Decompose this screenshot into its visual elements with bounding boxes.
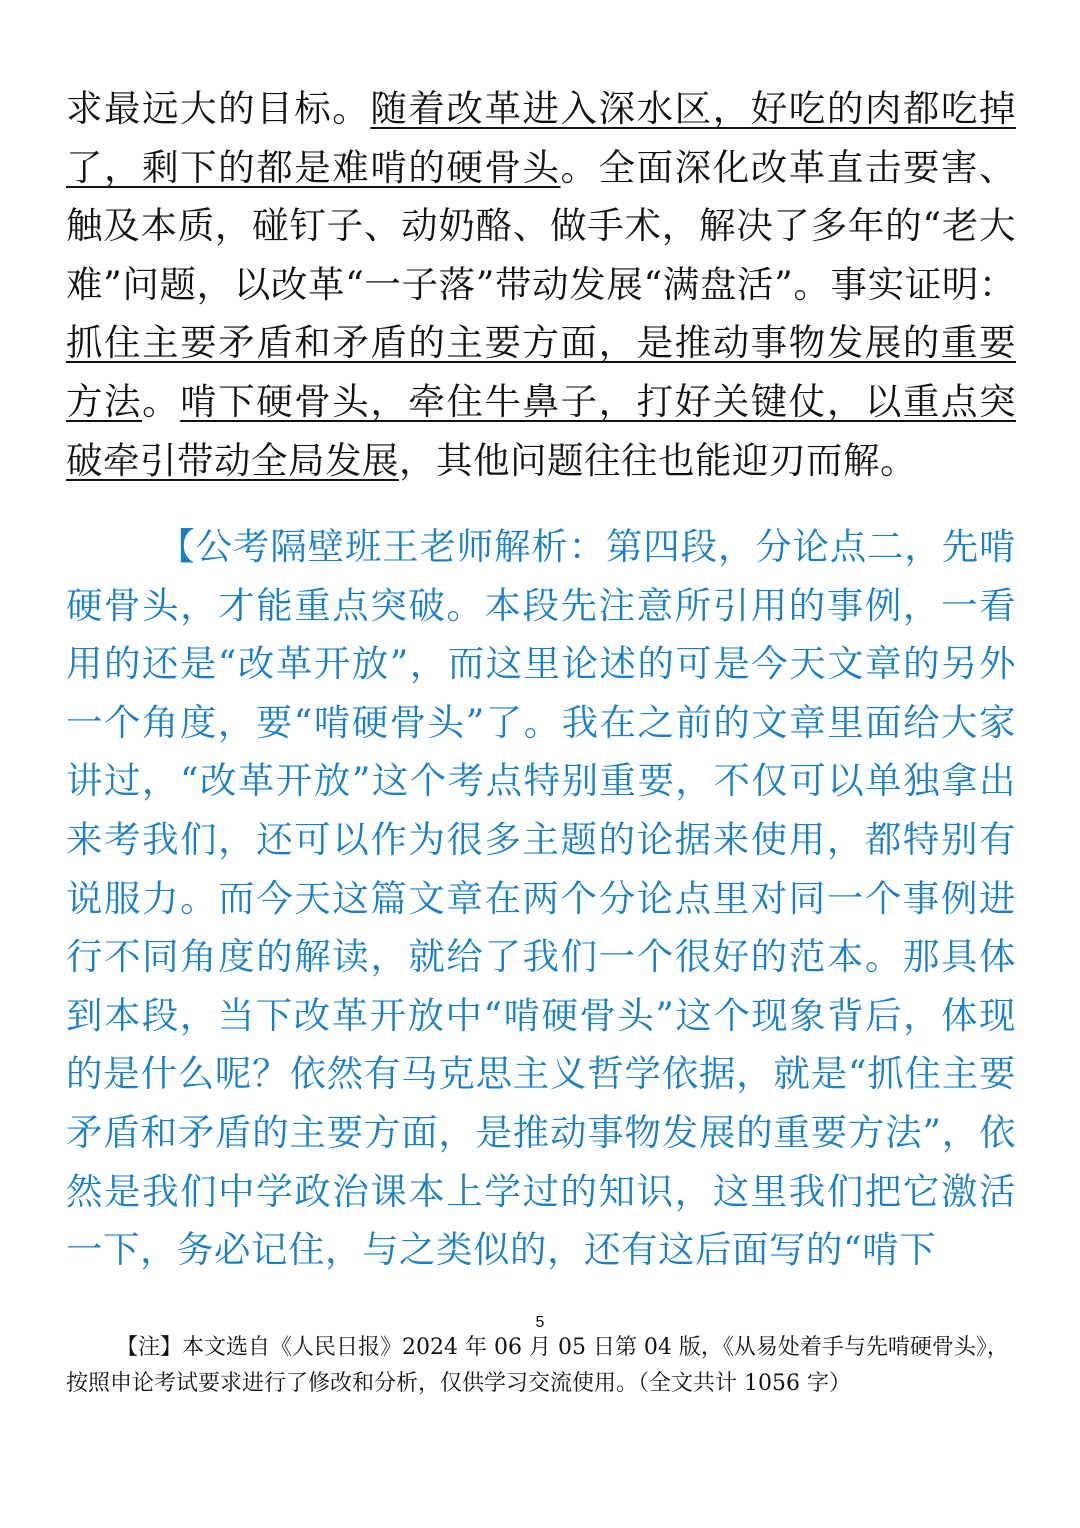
body-sentence-1: 求最远大的目标。 (66, 87, 371, 130)
body-paragraph (66, 80, 1016, 490)
footnote (66, 1330, 1016, 1402)
analysis-paragraph (66, 518, 1016, 1280)
body-underlined-sentence-3: 啃下硬骨头，牵住牛鼻子，打好关键仗，以重点突破牵引带动全局发展 (66, 379, 1017, 482)
body-sentence-7: ，其他问题往往也能迎刃而解。 (399, 438, 917, 482)
page-number: 5 (535, 1314, 545, 1331)
body-underlined-sentence-1: 随着改革进入深水区，好吃的肉都吃掉了，剩下的都是难啃的硬骨头 (66, 87, 1017, 189)
body-underlined-sentence-2: 抓住主要矛盾和矛盾的主要方面，是推动事物发展的重要方法 (66, 321, 1016, 423)
analysis-text: 【公考隔壁班王老师解析：第四段，分论点二，先啃硬骨头，才能重点突破。本段先注意所引用的事例，一看用的还是“改革开放”，而这里论述的可是今天文章的另外一个角度，要“啃硬骨头”了。我在之前的文章里面给大家讲过，“改革开放”这个考点特别重要，不仅可以单独拿出来考我们，还可以作为很多主题的论据来使用，都特别有说服力。而今天这篇文章在两个分论点里对同一个事例进行不同角度的解读，就给了我们一个很好的范本。那具体到本段，当下改革开放中“啃硬骨头”这个现象背后，体现的是什么呢？依然有马克思主义哲学依据，就是“抓住主要矛盾和矛盾的主要方面，是推动事物发展的重要方法”，依然是我们中学政治课本上学过的知识，这里我们把它激活一下，务必记住，与之类似的，还有这后面写的“啃下 (66, 525, 1016, 1272)
body-sentence-5: 。 (142, 379, 181, 423)
footnote-text: 【注】本文选自《人民日报》2024 年 06 月 05 日第 04 版，《从易处着手与先啃硬骨头》，按照申论考试要求进行了修改和分析，仅供学习交流使用。（全文共计 1056 字） (66, 1335, 1009, 1396)
body-sentence-3: 。全面深化改革直击要害、触及本质，碰钉子、动奶酪、做手术，解决了多年的“老大难”问题，以改革“一子落”带动发展“满盘活”。事实证明： (66, 145, 1017, 306)
